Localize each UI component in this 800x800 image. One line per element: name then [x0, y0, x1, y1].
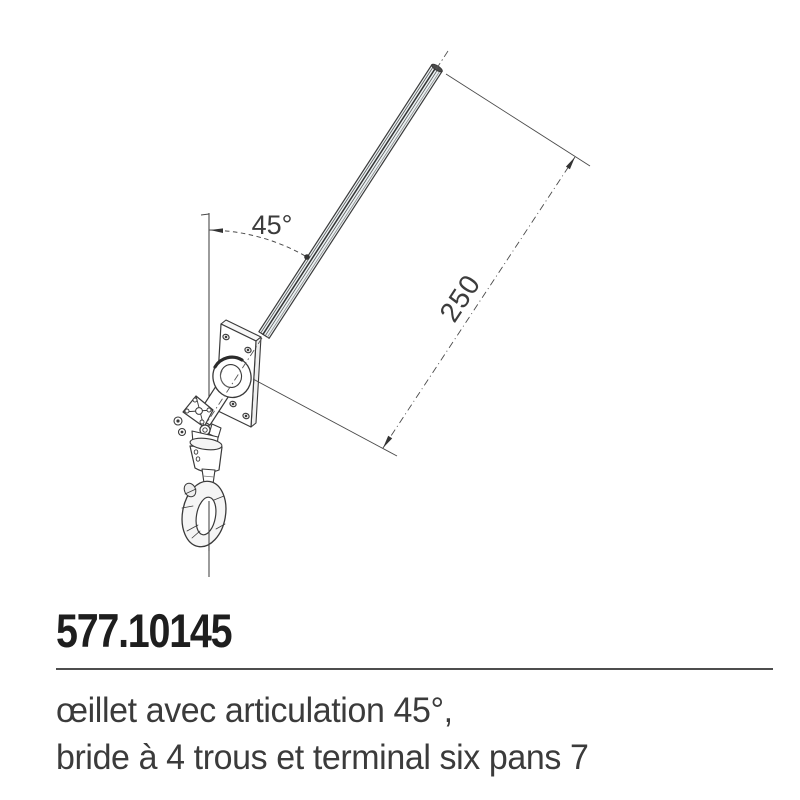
rod-stripe [267, 70, 440, 337]
eyelet-loop [177, 478, 231, 550]
extension-line-bottom [253, 379, 397, 456]
bolt-head-center [181, 431, 184, 434]
fork-lightening-hole [193, 398, 197, 402]
fork-lightening-hole [200, 420, 204, 424]
fork-lightening-hole [185, 409, 189, 413]
product-description-line1: œillet avec articulation 45°, [56, 691, 453, 730]
fork-lightening-hole [207, 408, 211, 412]
bolt-head-center [176, 419, 179, 422]
part-number: 577.10145 [56, 604, 232, 657]
pivot-bolt-center [203, 428, 207, 432]
product-description-line2: bride à 4 trous et terminal six pans 7 [56, 738, 589, 777]
dimension-arrowhead-top [566, 157, 575, 169]
rod-stripe [263, 67, 436, 334]
dimension-arrowhead-bottom [383, 436, 392, 448]
rod [259, 63, 444, 339]
vertical-reference-line-top-tick [201, 214, 209, 215]
angle-arc-dot [304, 254, 310, 260]
fork-center-hole [196, 408, 203, 415]
extension-line-top [446, 74, 590, 166]
cylinder-hole [196, 457, 200, 461]
angle-arc-arrowhead [210, 228, 223, 233]
angle-label: 45° [251, 210, 293, 240]
rod-centerline [435, 51, 448, 71]
rod-stripe [261, 66, 434, 333]
dimension-label: 250 [433, 268, 487, 328]
cylinder-hole [194, 450, 198, 454]
rod-stripe [265, 69, 438, 336]
product-description [56, 687, 589, 781]
hex-terminal-body [189, 437, 222, 472]
dimension-line [383, 157, 575, 448]
part-assembly [174, 63, 443, 551]
section-divider [56, 668, 773, 670]
